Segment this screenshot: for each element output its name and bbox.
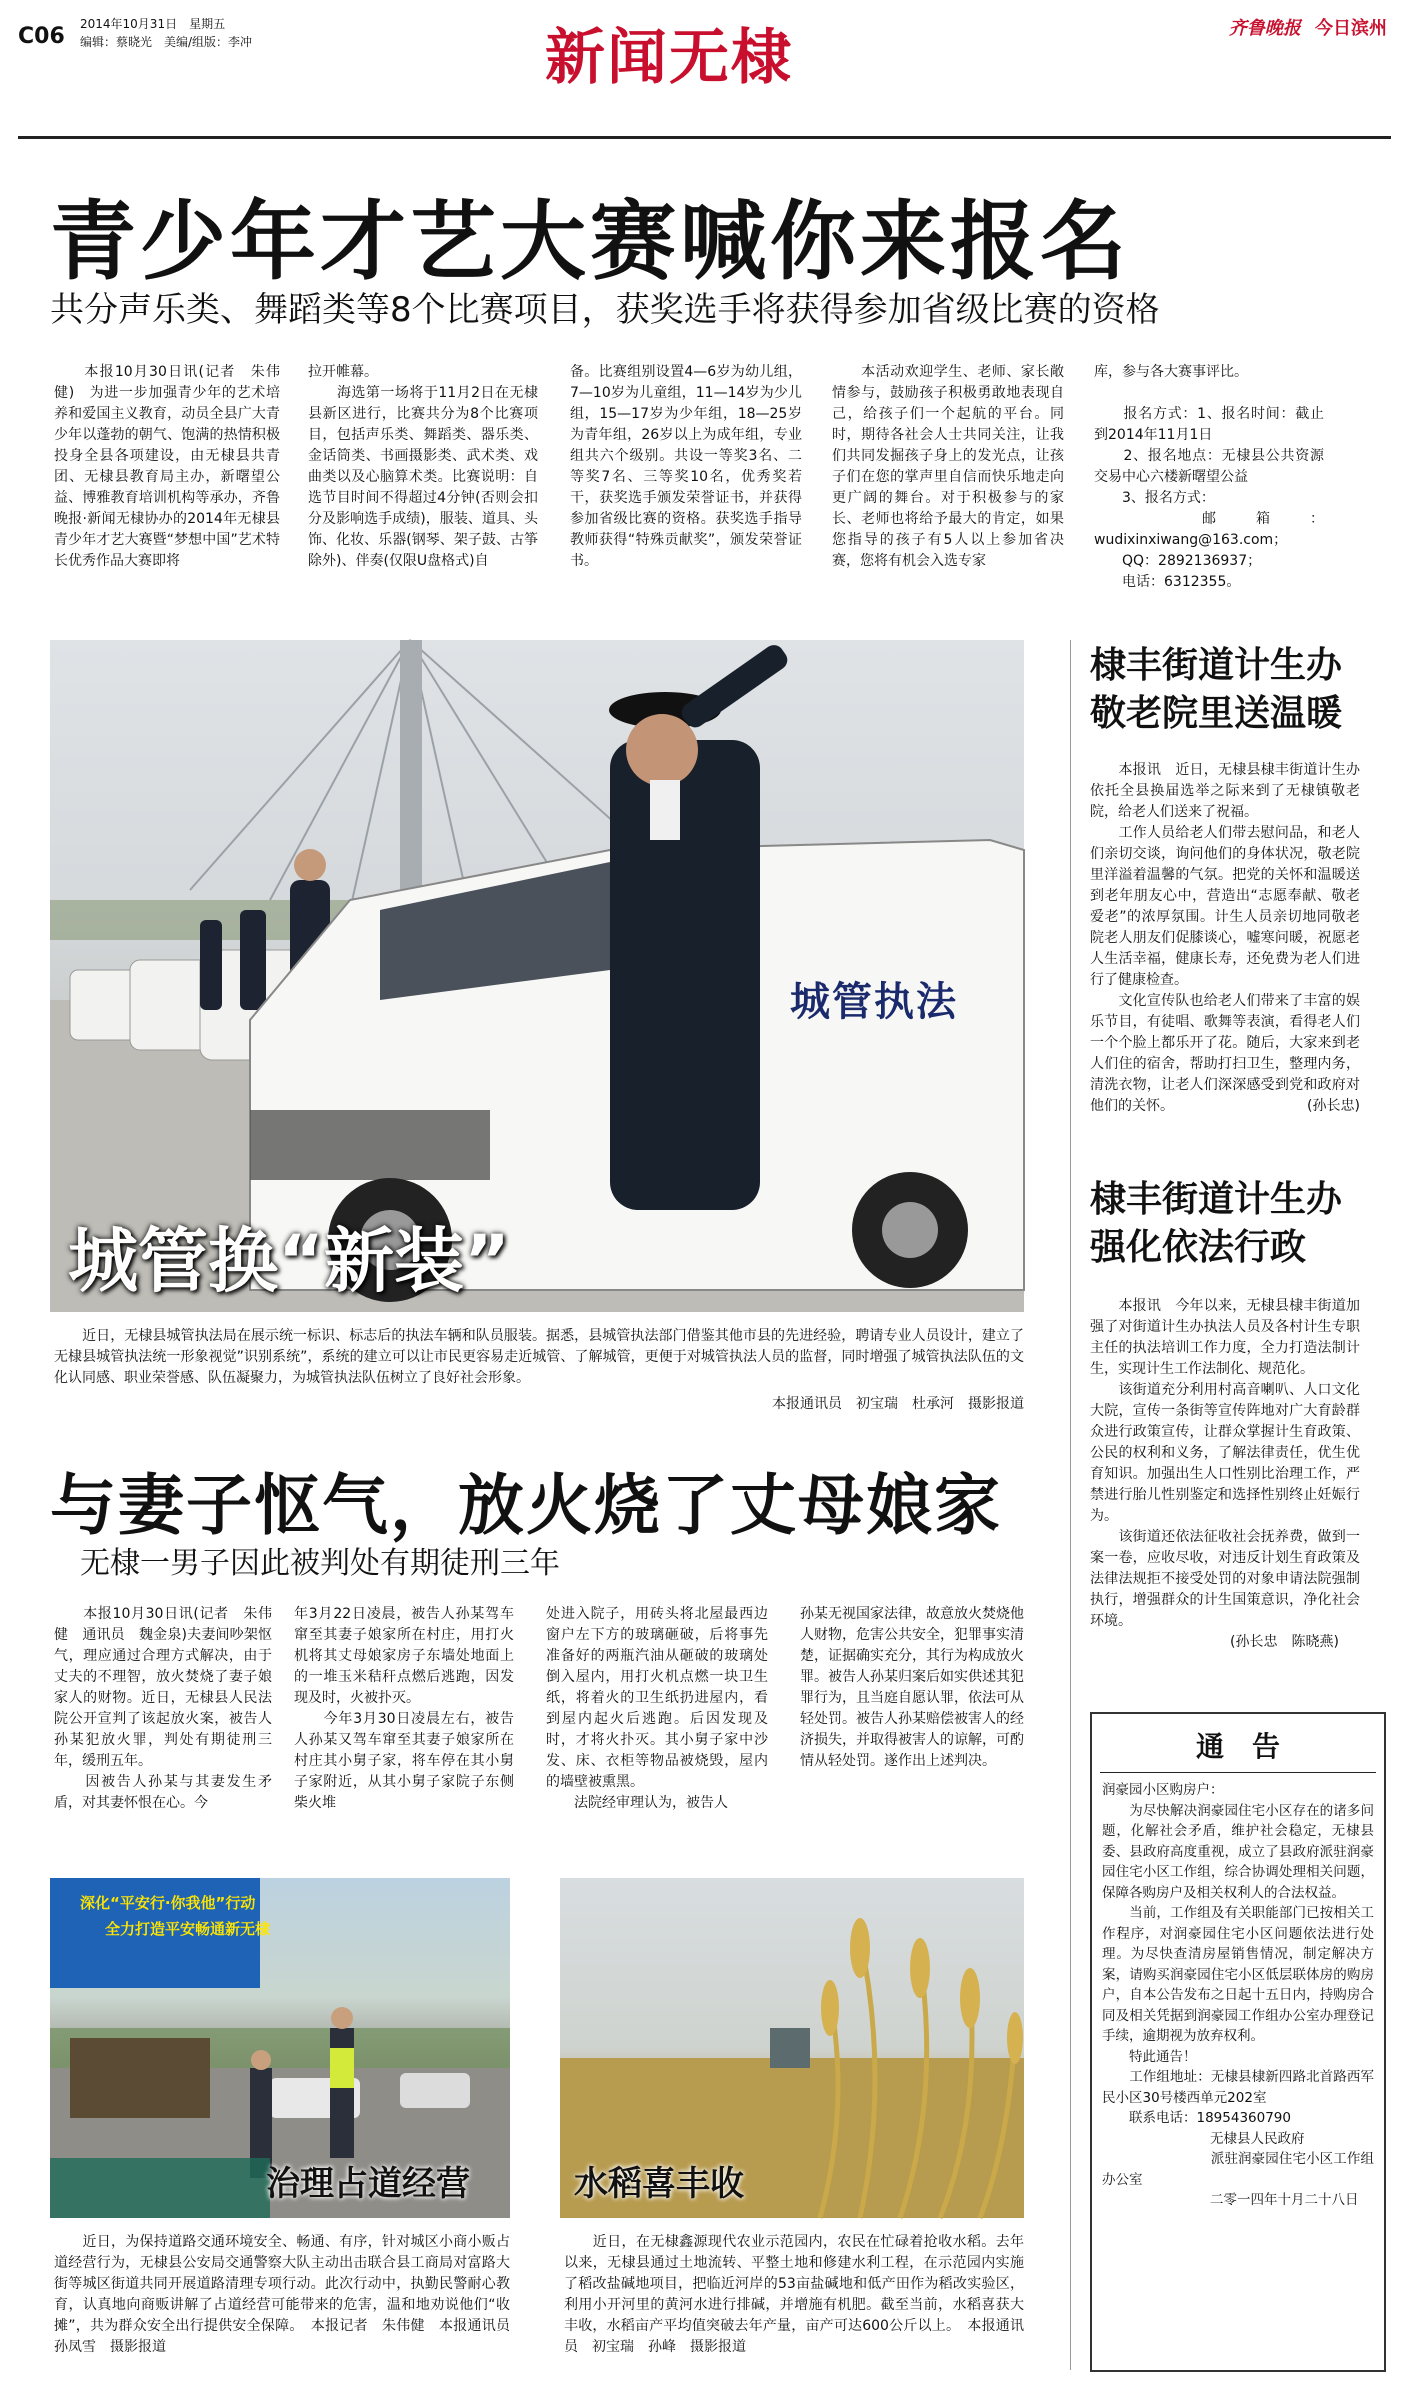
notice-body: 润豪园小区购房户： 为尽快解决润豪园住宅小区存在的诸多问题，化解社会矛盾，维护社会稳定，无棣县委、县政府高度重视，成立了县政府派驻润豪园住宅小区工作组，综合协调处理相关问题，保障各购房户及相关权利人的合法权益。 当前，工作组及有关职能部门已按相关工作程序，对润豪园住宅小区问题依法进行处理。为尽快查清房屋销售情况，制定解决方案，请购买润豪园住宅小区低层联体房的购房户，自本公告发布之日起十五日内，持购房合同及相关凭据到润豪园工作组办公室办理登记手续，逾期视为放弃权利。 特此通告！ 工作组地址：无棣县棣新四路北首路西军民小区30号楼西单元202室 联系电话：18954360790 无棣县人民政府 派驻润豪园住宅小区工作组办公室 二零一四年十月二十八日 xyxy=(1102,1782,1374,2208)
section-title: 新闻无棣 xyxy=(545,23,793,93)
header-rule xyxy=(18,136,1391,139)
brand-logo xyxy=(1229,14,1387,40)
article2-col-2: 年3月22日凌晨，被告人孙某驾车窜至其妻子娘家所在村庄，用打火机将其丈母娘家房子东墙处地面上的一堆玉米秸秆点燃后逃跑，因发现及时，火被扑灭。 今年3月30日凌晨左右，被告人孙某又驾车窜至其妻子娘家所在村庄其小舅子家，将车停在其小舅子家附近，从其小舅子家院子东侧柴火堆 xyxy=(294,1606,514,1811)
notice-title: 通 告 xyxy=(1195,1730,1280,1763)
photo-main-big-caption: 城管换“新装” xyxy=(68,1220,511,1302)
article2-col-4: 孙某无视国家法律，故意放火焚烧他人财物，危害公共安全，犯罪事实清楚，证据确实充分，其行为构成放火罪。被告人孙某归案后如实供述其犯罪行为，且当庭自愿认罪，依法可从轻处罚。被告人孙某赔偿被害人的经济损失，并取得被害人的谅解，可酌情从轻处罚。遂作出上述判决。 xyxy=(800,1606,1024,1769)
side1-headline: 棣丰街道计生办 敬老院里送温暖 xyxy=(1090,645,1343,734)
page-number: C06 xyxy=(18,24,65,49)
article1-col-5: 库，参与各大赛事评比。 报名方式：1、报名时间：截止到2014年11月1日 2、报名地点：无棣县公共资源交易中心六楼新曙望公益 3、报名方式： 邮箱：wudixinxiwang@163.com； QQ：2892136937； 电话：6312355。 xyxy=(1094,364,1324,590)
article1-col-2: 拉开帷幕。 海选第一场将于11月2日在无棣县新区进行，比赛共分为8个比赛项目，包括声乐类、舞蹈类、器乐类、金话筒类、书画摄影类、武术类、戏曲类以及心脑算术类。比赛说明：自选节目时间不得超过4分钟(否则会扣分及影响选手成绩)，服装、道具、头饰、化妆、乐器(钢琴、架子鼓、古筝除外)、伴奏(仅限U盘格式)自 xyxy=(308,364,538,569)
page-date: 2014年10月31日 星期五 xyxy=(80,17,226,31)
article2-col-3: 处进入院子，用砖头将北屋最西边窗户左下方的玻璃砸破，后将事先准备好的两瓶汽油从砸破的玻璃处倒入屋内，用打火机点燃一块卫生纸，将着火的卫生纸扔进屋内，看到屋内起火后逃跑。后因发现及时，才将火扑灭。其小舅子家中沙发、床、衣柜等物品被烧毁，屋内的墙壁被熏黑。 法院经审理认为，被告人 xyxy=(546,1606,768,1811)
photo-city-management xyxy=(50,640,1024,1312)
sidebar-divider xyxy=(1070,640,1071,2370)
side2-headline: 棣丰街道计生办 强化依法行政 xyxy=(1090,1179,1343,1268)
notice-title-rule xyxy=(1100,1772,1376,1773)
article1-col-4: 本活动欢迎学生、老师、家长敞情参与，鼓励孩子积极勇敢地表现自己，给孩子们一个起航的平台。同时，期待各社会人士共同关注，让我们共同发掘孩子身上的发光点，让孩子们在您的掌声里自信而快乐地走向更广阔的舞台。对于积极参与的家长、老师也将给予最大的肯定，如果您指导的孩子有5人以上参加省决赛，您将有机会入选专家 xyxy=(832,364,1064,569)
article1-subhead: 共分声乐类、舞蹈类等8个比赛项目，获奖选手将获得参加省级比赛的资格 xyxy=(50,290,1160,330)
photo-rice-harvest xyxy=(560,1878,1024,2218)
rice-photo-caption: 近日，在无棣鑫源现代农业示范园内，农民在忙碌着抢收水稻。去年以来，无棣县通过土地流转、平整土地和修建水利工程，在示范园内实施了稻改盐碱地项目，把临近河岸的53亩盐碱地和低产田作为稻改实验区，利用小开河里的黄河水进行排碱，并增施有机肥。截至当前，水稻喜获大丰收，水稻亩产平均值突破去年产量，亩产可达600公斤以上。 本报通讯员 初宝瑞 孙峰 摄影报道 xyxy=(564,2234,1024,2355)
article1-headline: 青少年才艺大赛喊你来报名 xyxy=(50,192,1130,292)
photo-main-credit: 本报通讯员 初宝瑞 杜承河 摄影报道 xyxy=(772,1396,1024,1412)
side1-body: 本报讯 近日，无棣县棣丰街道计生办依托全县换届选举之际来到了无棣镇敬老院，给老人们送来了祝福。 工作人员给老人们带去慰问品，和老人们亲切交谈，询问他们的身体状况，敬老院里洋溢着温馨的气氛。把党的关怀和温暖送到老年朋友心中，营造出“志愿奉献、敬老爱老”的浓厚氛围。计生人员亲切地同敬老院老人朋友们促膝谈心，嘘寒问暖，祝愿老人生活幸福，健康长寿，还免费为老人们进行了健康检查。 文化宣传队也给老人们带来了丰富的娱乐节目，有徒唱、歌舞等表演，看得老人们一个个脸上都乐开了花。随后，大家来到老人们住的宿舍，帮助打扫卫生，整理内务，清洗衣物，让老人们深深感受到党和政府对他们的关怀。 (孙长忠) xyxy=(1090,762,1360,1114)
road-banner-line2: 全力打造平安畅通新无棣 xyxy=(105,1920,271,1938)
photo-main-caption: 近日，无棣县城管执法局在展示统一标识、标志后的执法车辆和队员服装。据悉，县城管执法部门借鉴其他市县的先进经验，聘请专业人员设计，建立了无棣县城管执法统一形象视觉”识别系统”，系统的建立可以让市民更容易走近城管、了解城管，更便于对城管执法人员的监督，同时增强了城管执法队伍的文化认同感、职业荣誉感、队伍凝聚力，为城管执法队伍树立了良好社会形象。 xyxy=(54,1328,1024,1386)
article2-subhead: 无棣一男子因此被判处有期徒刑三年 xyxy=(80,1546,560,1581)
article1-col-3: 备。比赛组别设置4—6岁为幼儿组，7—10岁为儿童组，11—14岁为少儿组，15—17岁为少年组，18—25岁为青年组，26岁以上为成年组，专业组共六个级别。共设一等奖3名、二等奖7名、三等奖10名，优秀奖若干，获奖选手颁发荣誉证书，并获得参加省级比赛的资格。获奖选手指导教师获得“特殊贡献奖”，颁发荣誉证书。 xyxy=(570,364,802,569)
road-banner-line1: 深化“平安行·你我他”行动 xyxy=(80,1894,256,1912)
road-photo-caption: 近日，为保持道路交通环境安全、畅通、有序，针对城区小商小贩占道经营行为，无棣县公安局交通警察大队主动出击联合县工商局对富路大街等城区街道共同开展道路清理专项行动。此次行动中，执勤民警耐心教育，认真地向商贩讲解了占道经营可能带来的危害，温和地劝说他们“收摊”，共为群众安全出行提供安全保障。 本报记者 朱伟健 本报通讯员 孙凤雪 摄影报道 xyxy=(54,2234,524,2355)
rice-photo-big-caption: 水稻喜丰收 xyxy=(574,2164,744,2204)
page-editors: 编辑：蔡晓光 美编/组版：李冲 xyxy=(80,35,253,49)
article2-col-1: 本报10月30日讯(记者 朱伟健 通讯员 魏金泉)夫妻间吵架怄气，理应通过合理方式解决，由于丈夫的不理智，放火焚烧了妻子娘家人的财物。近日，无棣县人民法院公开宣判了该起放火案，被告人孙某犯放火罪，判处有期徒刑三年，缓刑五年。 因被告人孙某与其妻发生矛盾，对其妻怀恨在心。今 xyxy=(54,1606,272,1811)
article1-col-1: 本报10月30日讯(记者 朱伟健) 为进一步加强青少年的艺术培养和爱国主义教育，动员全县广大青少年以蓬勃的朝气、饱满的热情积极投身全县各项建设，由无棣县共青团、无棣县教育局主办，新曙望公益、博雅教育培训机构等承办，齐鲁晚报·新闻无棣协办的2014年无棣县青少年才艺大赛暨“梦想中国”艺术特长优秀作品大赛即将 xyxy=(54,364,280,569)
article2-headline: 与妻子怄气，放火烧了丈母娘家 xyxy=(50,1467,1002,1544)
brand-suffix: 今日滨州 xyxy=(1315,18,1387,39)
brand-name: 齐鲁晚报 xyxy=(1228,18,1301,39)
road-photo-big-caption: 治理占道经营 xyxy=(266,2164,470,2204)
photo-road-clearing xyxy=(50,1878,510,2218)
side2-body: 本报讯 今年以来，无棣县棣丰街道加强了对街道计生办执法人员及各村计生专职主任的执法培训工作力度，全力打造法制计生，实现计生工作法制化、规范化。 该街道充分利用村高音喇叭、人口文化大院，宣传一条街等宣传阵地对广大育龄群众进行政策宣传，让群众掌握计生育政策、公民的权利和义务，了解法律责任，优生优育知识。加强出生人口性别比治理工作，严禁进行胎儿性别鉴定和选择性别终止妊娠行为。 该街道还依法征收社会抚养费，做到一案一卷，应收尽收，对违反计划生育政策及法律法规拒不接受处罚的对象申请法院强制执行，增强群众的计生国策意识，净化社会环境。 (孙长忠 陈晓燕) xyxy=(1090,1298,1360,1650)
truck-door-text: 城管执法 xyxy=(790,979,958,1025)
